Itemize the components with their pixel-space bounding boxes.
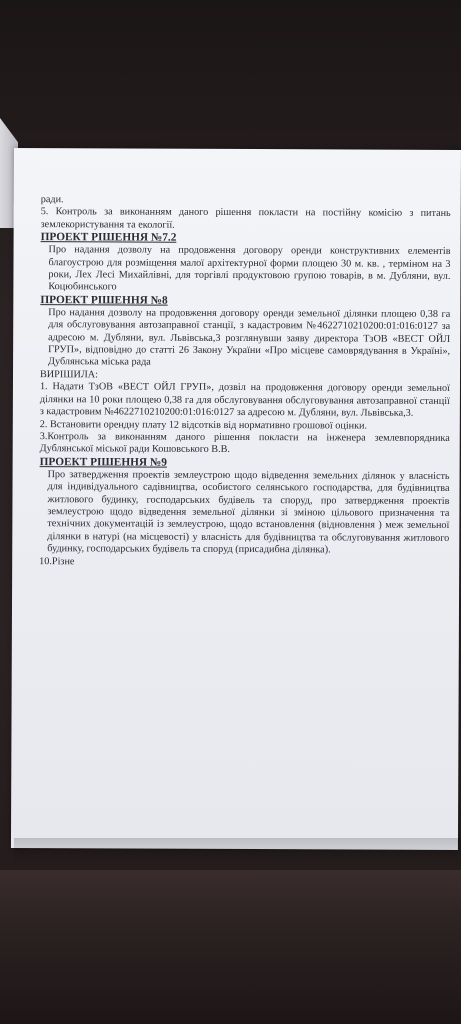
item-5-control: 5. Контроль за виконанням даного рішення покласти на постійну комісію з питань землекористування та екології. bbox=[40, 206, 451, 231]
document-sheet bbox=[11, 148, 461, 850]
heading-9: ПРОЕКТ РІШЕННЯ №9 bbox=[39, 455, 167, 469]
item-10-other: 10.Різне bbox=[39, 555, 75, 567]
heading-8: ПРОЕКТ РІШЕННЯ №8 bbox=[40, 293, 168, 307]
table-surface bbox=[0, 870, 461, 1024]
section-7-2-body: Про надання дозволу на продовження договору оренди конструктивних елементів благоустрою для розміщення малої архітектурної форми площею 30 м. кв. , терміном на 3 роки, Лех Лесі Михайлівні, для торгівлі продуктовою групою товарів, в м. Дубляни, вул. Коцюбинського bbox=[48, 244, 451, 293]
section-8-body: Про надання дозволу на продовження договору оренди земельної ділянки площею 0,38 га для обслуговування автозаправної станції, з кадастровим №4622710210200:01:016:0127 за адресою м. Дубляни, вул. Львівська,3 розглянувши заяву директора ТзОВ «ВЕСТ ОЙЛ ГРУП», відповідно до статті 26 Закону України «Про місцеве самоврядування в Україні», Дублянська міська рада bbox=[48, 306, 451, 369]
document-text bbox=[39, 194, 451, 570]
section-8-item-2: 2. Встановити орендну плату 12 відсотків від нормативно грошової оцінки. bbox=[39, 418, 368, 432]
paper-shadow bbox=[14, 838, 461, 868]
heading-7-2: ПРОЕКТ РІШЕННЯ №7.2 bbox=[40, 231, 177, 244]
section-8-item-3: 3.Контроль за виконанням даного рішення покласти на інженера землевпорядника Дублянської міської ради Кошовського В.В. bbox=[39, 431, 450, 456]
section-9-body: Про затвердження проектів землеустрою щодо відведення земельних ділянок у власність для індивідуального садівництва, особистого селянського господарства, для будівництва житлового будинку, господарських будівель та споруд, про затвердження проектів землеустрою щодо відведення земельної ділянки зі зміною цільового призначення та технічних документацій із землеустрою, щодо встановлення (відновлення ) меж земельної ділянки в натурі (на місцевості) у власність для будівництва та обслуговування житлового будинку, господарських будівель та споруд (присадибна ділянка). bbox=[47, 468, 450, 556]
line-radi: ради. bbox=[40, 194, 64, 206]
section-8-item-1: 1. Надати ТзОВ «ВЕСТ ОЙЛ ГРУП», дозвіл на продовження договору оренди земельної ділянки на 10 роки площею 0,38 га для обслуговування обслуговування автозаправної станції з кадастровим №4622710210200:01:016:0127 за адресою м. Дубляни, вул. Львівська,3. bbox=[39, 381, 450, 419]
section-8-resolve: ВИРІШИЛА: bbox=[39, 368, 98, 381]
